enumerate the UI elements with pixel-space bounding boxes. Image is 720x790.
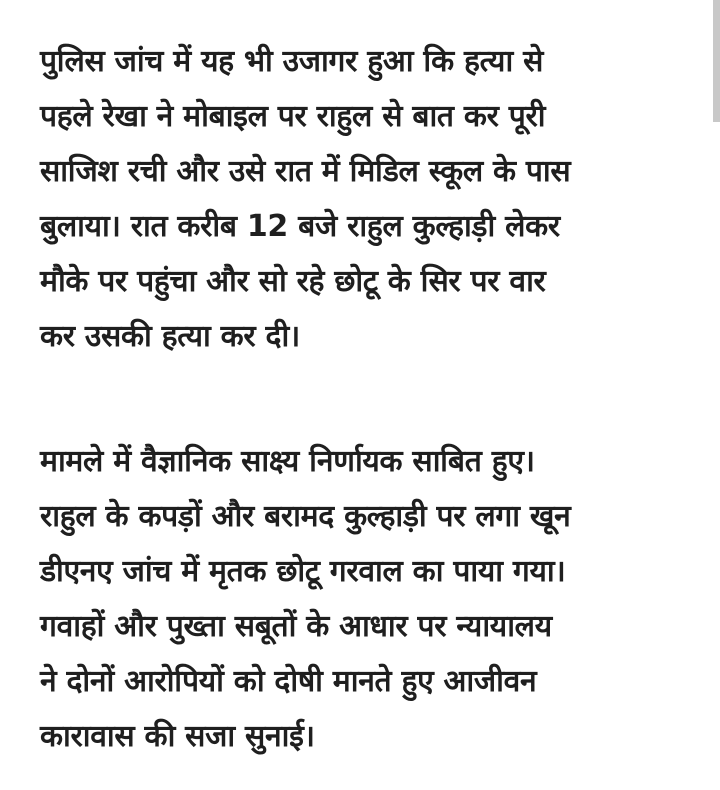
text-line: कर उसकी हत्या कर दी। bbox=[40, 319, 300, 354]
paragraph-verdict bbox=[40, 434, 690, 764]
text-line: मौके पर पहुंचा और सो रहे छोटू के सिर पर वार bbox=[40, 264, 546, 299]
text-line: साजिश रची और उसे रात में मिडिल स्कूल के पास bbox=[40, 154, 571, 189]
paragraph-spacer bbox=[40, 364, 690, 434]
text-line: डीएनए जांच में मृतक छोटू गरवाल का पाया गया। bbox=[40, 554, 566, 589]
article-body bbox=[40, 34, 690, 764]
text-line: राहुल के कपड़ों और बरामद कुल्हाड़ी पर लगा खून bbox=[40, 499, 571, 534]
text-line: कारावास की सजा सुनाई। bbox=[40, 719, 315, 754]
text-line: मामले में वैज्ञानिक साक्ष्य निर्णायक साबित हुए। bbox=[40, 444, 535, 479]
text-line: बुलाया। रात करीब 12 बजे राहुल कुल्हाड़ी लेकर bbox=[40, 209, 560, 244]
text-line: पुलिस जांच में यह भी उजागर हुआ कि हत्या से bbox=[40, 44, 544, 79]
text-line: गवाहों और पुख्ता सबूतों के आधार पर न्यायालय bbox=[40, 609, 552, 644]
text-line: पहले रेखा ने मोबाइल पर राहुल से बात कर पूरी bbox=[40, 99, 546, 134]
text-line: ने दोनों आरोपियों को दोषी मानते हुए आजीवन bbox=[40, 664, 537, 699]
paragraph-investigation bbox=[40, 34, 690, 364]
scrollbar[interactable] bbox=[713, 0, 720, 122]
